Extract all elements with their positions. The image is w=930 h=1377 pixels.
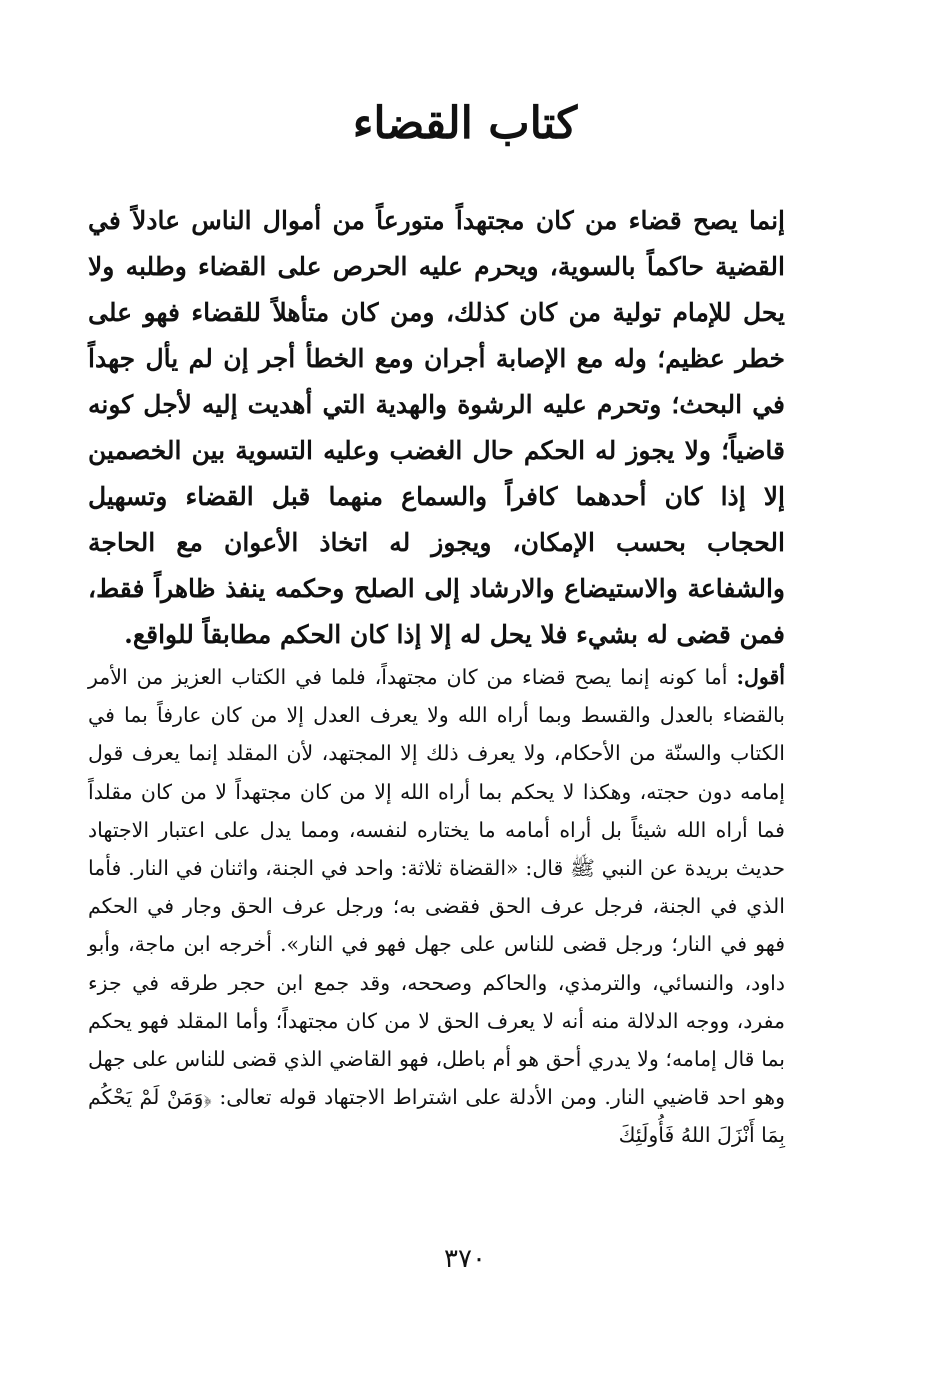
- commentary-text: أما كونه إنما يصح قضاء من كان مجتهداً، فلما في الكتاب العزيز من الأمر بالقضاء بالعدل والقسط وبما أراه الله ولا يعرف العدل إلا من كان عارفاً بما في الكتاب والسنّة من الأحكام، ولا يعرف ذلك إلا المجتهد، لأن المقلد إنما يعرف قول إمامه دون حجته، وهكذا لا يحكم بما أراه الله إلا من كان مجتهداً لا من كان مقلداً فما أراه الله شيئاً بل أراه أمامه ما يختاره لنفسه، ومما يدل على اعتبار الاجتهاد حديث بريدة عن النبي ﷺ قال: «القضاة ثلاثة: واحد في الجنة، واثنان في النار. فأما الذي في الجنة، فرجل عرف الحق فقضى به؛ ورجل عرف الحق وجار في الحكم فهو في النار؛ ورجل قضى للناس على جهل فهو في النار». أخرجه ابن ماجة، وأبو داود، والنسائي، والترمذي، والحاكم وصححه، وقد جمع ابن حجر طرقه في جزء مفرد، ووجه الدلالة منه أنه لا يعرف الحق لا من كان مجتهداً؛ وأما المقلد فهو يحكم بما قال إمامه؛ ولا يدري أحق هو أم باطل، فهو القاضي الذي قضى للناس على جهل وهو احد قاضيي النار. ومن الأدلة على اشتراط الاجتهاد قوله تعالى: ﴿وَمَنْ لَمْ يَحْكُم بِمَا أَنْزَلَ اللهُ فَأُولَئِكَ: [88, 665, 785, 1148]
- page-number: ٣٧٠: [444, 1244, 486, 1274]
- commentary-paragraph: [88, 658, 785, 1155]
- matn-paragraph: إنما يصح قضاء من كان مجتهداً متورعاً من أموال الناس عادلاً في القضية حاكماً بالسوية، ويحرم عليه الحرص على القضاء وطلبه ولا يحل للإمام تولية من كان كذلك، ومن كان متأهلاً للقضاء فهو على خطر عظيم؛ وله مع الإصابة أجران ومع الخطأ أجر إن لم يأل جهداً في البحث؛ وتحرم عليه الرشوة والهدية التي أهديت إليه لأجل كونه قاضياً؛ ولا يجوز له الحكم حال الغضب وعليه التسوية بين الخصمين إلا إذا كان أحدهما كافراً والسماع منهما قبل القضاء وتسهيل الحجاب بحسب الإمكان، ويجوز له اتخاذ الأعوان مع الحاجة والشفاعة والاستيضاع والارشاد إلى الصلح وحكمه ينفذ ظاهراً فقط، فمن قضى له بشيء فلا يحل له إلا إذا كان الحكم مطابقاً للواقع.: [88, 206, 785, 649]
- page-title: كتاب القضاء: [352, 98, 578, 149]
- commentary-lead: أقول:: [736, 665, 785, 689]
